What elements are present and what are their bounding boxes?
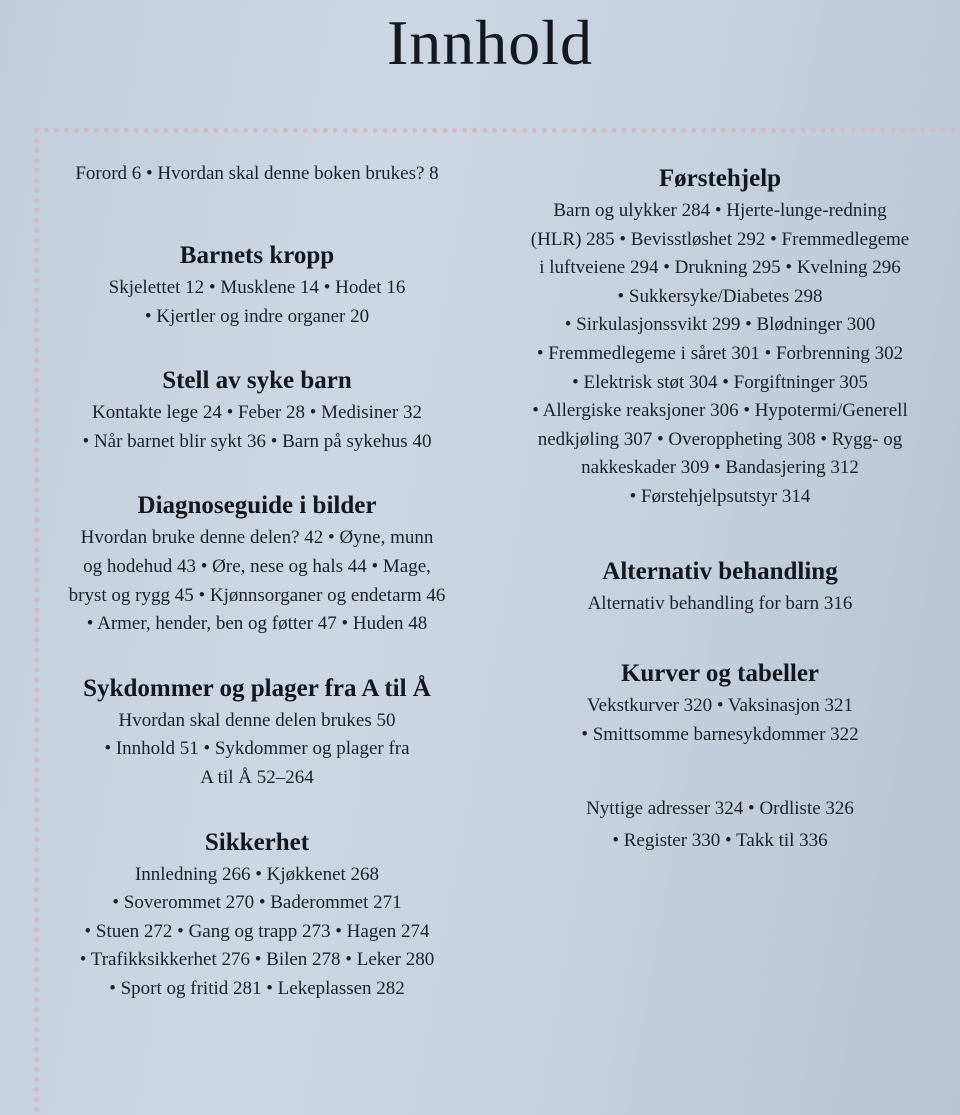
section-barnets-kropp — [12, 240, 502, 331]
toc-line: nakkeskader 309 • Bandasjering 312 — [581, 457, 859, 479]
right-column — [490, 163, 950, 857]
toc-line: • Kjertler og indre organer 20 — [144, 305, 370, 327]
toc-line: Barn og ulykker 284 • Hjerte-lunge-redning — [553, 200, 887, 221]
toc-line: • Soverommet 270 • Baderommet 271 — [112, 892, 402, 914]
toc-line: (HLR) 285 • Bevisstløshet 292 • Fremmedlegeme — [530, 228, 910, 250]
toc-line: Innledning 266 • Kjøkkenet 268 — [134, 863, 380, 885]
section-forstehjelp — [490, 163, 950, 512]
toc-line: Skjelettet 12 • Musklene 14 • Hodet 16 — [108, 277, 406, 298]
section-heading: Diagnoseguide i bilder — [137, 492, 377, 520]
toc-line: • Allergiske reaksjoner 306 • Hypotermi/Generell — [532, 400, 908, 422]
left-column — [12, 160, 502, 1038]
toc-line: • Sirkulasjonssvikt 299 • Blødninger 300 — [564, 314, 876, 336]
toc-line: • Sukkersyke/Diabetes 298 — [617, 285, 823, 307]
toc-line: Hvordan bruke denne delen? 42 • Øyne, munn — [80, 527, 434, 549]
toc-line: • Elektrisk støt 304 • Forgiftninger 305 — [572, 371, 868, 393]
toc-line: • Når barnet blir sykt 36 • Barn på sykehus 40 — [82, 430, 432, 452]
toc-line: • Register 330 • Takk til 336 — [612, 830, 828, 852]
toc-line: Nyttige adresser 324 • Ordliste 326 — [586, 798, 854, 820]
section-kurver-og-tabeller — [490, 658, 950, 749]
toc-line: Kontakte lege 24 • Feber 28 • Medisiner 32 — [92, 402, 422, 424]
toc-line: • Sport og fritid 281 • Lekeplassen 282 — [109, 977, 405, 999]
toc-line: • Fremmedlegeme i såret 301 • Forbrenning 302 — [536, 342, 904, 364]
section-stell-av-syke-barn — [12, 365, 502, 456]
toc-line: bryst og rygg 45 • Kjønnsorganer og endetarm 46 — [68, 584, 446, 606]
section-sykdommer — [12, 673, 502, 793]
extra-entries — [490, 793, 950, 857]
toc-line: Alternativ behandling for barn 316 — [587, 592, 853, 614]
toc-line: og hodehud 43 • Øre, nese og hals 44 • Mage, — [83, 555, 431, 577]
toc-line: Vekstkurver 320 • Vaksinasjon 321 — [587, 695, 853, 717]
toc-line: A til Å 52–264 — [200, 766, 314, 788]
section-heading: Kurver og tabeller — [620, 660, 820, 688]
toc-line: nedkjøling 307 • Overoppheting 308 • Rygg- og — [537, 428, 903, 450]
toc-line: • Førstehjelpsutstyr 314 — [629, 485, 811, 507]
section-alternativ-behandling — [490, 556, 950, 619]
section-sikkerhet — [12, 827, 502, 1004]
toc-line: • Innhold 51 • Sykdommer og plager fra — [104, 738, 410, 760]
page-title: Innhold — [386, 7, 594, 78]
toc-line: • Armer, hender, ben og føtter 47 • Huden 48 — [86, 613, 428, 635]
section-heading: Alternativ behandling — [602, 557, 838, 585]
toc-line: • Smittsomme barnesykdommer 322 — [581, 723, 859, 745]
toc-line: • Stuen 272 • Gang og trapp 273 • Hagen 274 — [84, 920, 430, 942]
section-heading: Barnets kropp — [179, 242, 335, 269]
intro-line: Forord 6 • Hvordan skal denne boken brukes? 8 — [75, 163, 439, 184]
section-heading: Sykdommer og plager fra A til Å — [83, 674, 431, 702]
section-heading: Sikkerhet — [204, 828, 310, 856]
section-diagnoseguide — [12, 490, 502, 638]
toc-line: Hvordan skal denne delen brukes 50 — [118, 709, 396, 731]
toc-line: i luftveiene 294 • Drukning 295 • Kvelning 296 — [539, 257, 901, 279]
section-heading: Stell av syke barn — [162, 367, 352, 395]
section-heading: Førstehjelp — [658, 165, 782, 192]
toc-line: • Trafikksikkerhet 276 • Bilen 278 • Leker 280 — [79, 949, 435, 971]
